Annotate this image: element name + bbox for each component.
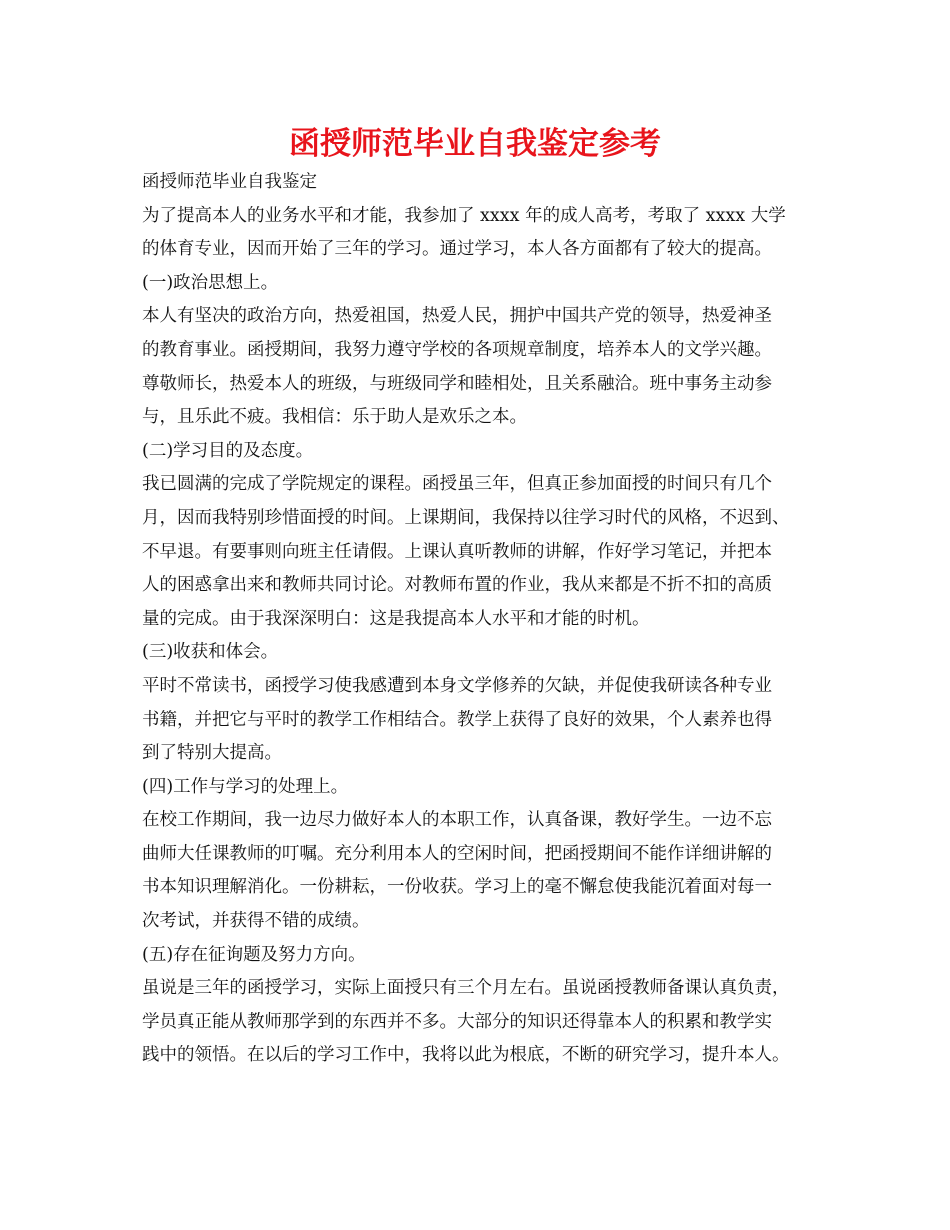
text-line: 月，因而我特别珍惜面授的时间。上课期间，我保持以往学习时代的风格，不迟到、 [142, 507, 790, 528]
text-line: 在校工作期间，我一边尽力做好本人的本职工作，认真备课，教好学生。一边不忘 [142, 810, 772, 831]
text-line: 践中的领悟。在以后的学习工作中，我将以此为根底，不断的研究学习，提升本人。 [142, 1045, 790, 1066]
text-line: 学员真正能从教师那学到的东西并不多。大部分的知识还得靠本人的积累和教学实 [142, 1011, 772, 1032]
text-line: 平时不常读书，函授学习使我感遭到本身文学修养的欠缺，并促使我研读各种专业 [142, 675, 772, 696]
text-line: 次考试，并获得不错的成绩。 [142, 911, 370, 932]
text-line: 书籍，并把它与平时的教学工作相结合。教学上获得了良好的效果，个人素养也得 [142, 709, 772, 730]
text-line: 为了提高本人的业务水平和才能，我参加了 xxxx 年的成人高考，考取了 xxxx 大学 [142, 205, 786, 226]
text-line: 我已圆满的完成了学院规定的课程。函授虽三年，但真正参加面授的时间只有几个 [142, 474, 772, 495]
text-line: 与，且乐此不疲。我相信：乐于助人是欢乐之本。 [142, 407, 527, 428]
text-line: 本人有坚决的政治方向，热爱祖国，热爱人民，拥护中国共产党的领导，热爱神圣 [142, 306, 772, 327]
text-line: 不早退。有要事则向班主任请假。上课认真听教师的讲解，作好学习笔记，并把本 [142, 541, 772, 562]
text-line: 曲师大任课教师的叮嘱。充分利用本人的空闲时间，把函授期间不能作详细讲解的 [142, 843, 772, 864]
text-line: 到了特别大提高。 [142, 743, 282, 764]
text-line: 人的困惑拿出来和教师共同讨论。对教师布置的作业，我从来都是不折不扣的高质 [142, 575, 772, 596]
section-heading: (三)收获和体会。 [142, 642, 279, 663]
text-line: 尊敬师长，热爱本人的班级，与班级同学和睦相处，且关系融洽。班中事务主动参 [142, 373, 772, 394]
document-title: 函授师范毕业自我鉴定参考 [289, 126, 661, 162]
text-line: 的体育专业，因而开始了三年的学习。通过学习，本人各方面都有了较大的提高。 [142, 239, 772, 260]
section-heading: (一)政治思想上。 [142, 272, 279, 293]
document-body [142, 166, 814, 1073]
text-line: 的教育事业。函授期间，我努力遵守学校的各项规章制度，培养本人的文学兴趣。 [142, 339, 772, 360]
section-heading: (四)工作与学习的处理上。 [142, 776, 349, 797]
section-heading: (二)学习目的及态度。 [142, 440, 314, 461]
text-line: 量的完成。由于我深深明白：这是我提高本人水平和才能的时机。 [142, 608, 650, 629]
text-line: 函授师范毕业自我鉴定 [142, 172, 317, 192]
section-heading: (五)存在征询题及努力方向。 [142, 944, 366, 965]
text-line: 书本知识理解消化。一份耕耘，一份收获。学习上的毫不懈怠使我能沉着面对每一 [142, 877, 772, 898]
text-line: 虽说是三年的函授学习，实际上面授只有三个月左右。虽说函授教师备课认真负责， [142, 978, 790, 999]
